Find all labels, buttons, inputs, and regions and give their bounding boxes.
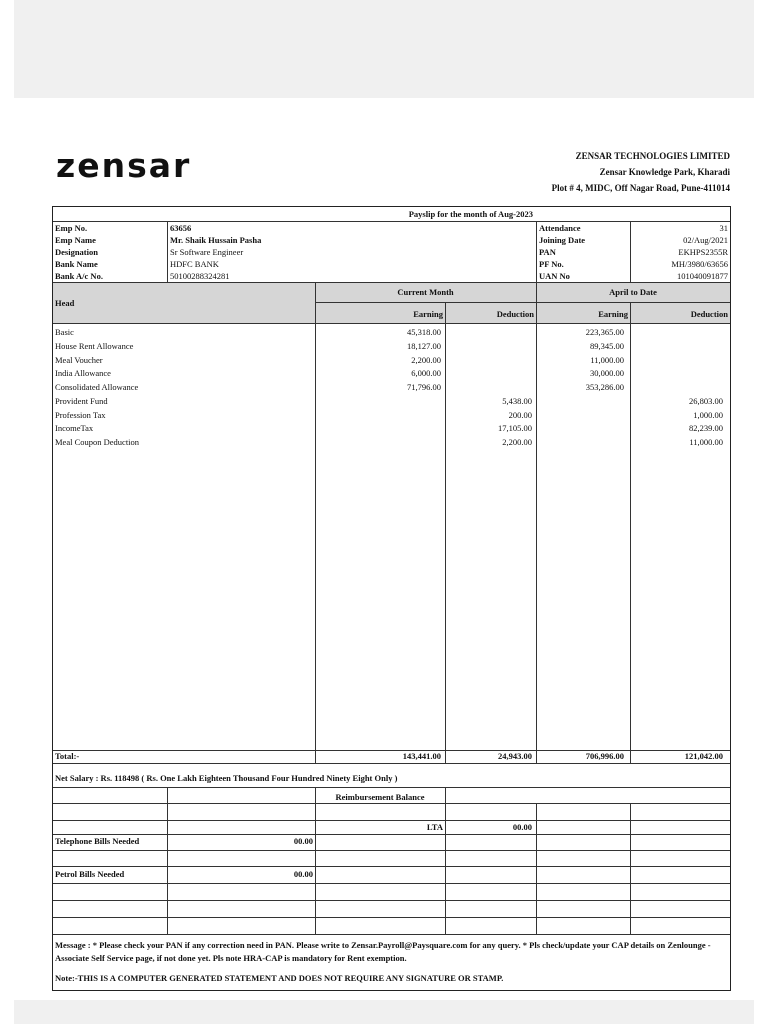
designation-label: Designation bbox=[55, 247, 98, 257]
total-ytd-earning: 706,996.00 bbox=[585, 751, 624, 761]
rule bbox=[53, 850, 730, 851]
zensar-logo: zensar bbox=[56, 146, 192, 185]
row-ytd-deduction bbox=[630, 381, 723, 393]
row-cm-earning: 2,200.00 bbox=[411, 354, 441, 365]
row-head: India Allowance bbox=[55, 368, 111, 379]
petrol-bills-label: Petrol Bills Needed bbox=[55, 869, 125, 879]
row-cm-deduction bbox=[445, 340, 532, 352]
rule bbox=[53, 763, 730, 764]
attendance-label: Attendance bbox=[539, 223, 581, 233]
pan-label: PAN bbox=[539, 247, 556, 257]
row-cm-deduction bbox=[445, 354, 532, 366]
head-column-header: Head bbox=[55, 298, 75, 308]
row-cm-deduction: 200.00 bbox=[508, 409, 532, 420]
row-ytd-earning bbox=[536, 422, 624, 434]
row-cm-earning: 45,318.00 bbox=[407, 327, 441, 337]
row-ytd-deduction: 1,000.00 bbox=[693, 409, 723, 420]
rule bbox=[53, 282, 730, 283]
row-head: Profession Tax bbox=[55, 409, 106, 420]
reimbursement-balance-title: Reimbursement Balance bbox=[335, 792, 425, 802]
company-address-line2: Plot # 4, MIDC, Off Nagar Road, Pune-411014 bbox=[551, 183, 730, 193]
lta-label: LTA bbox=[426, 822, 443, 832]
company-address-block bbox=[552, 148, 730, 196]
row-head: Consolidated Allowance bbox=[55, 382, 139, 392]
row-ytd-deduction bbox=[630, 354, 723, 366]
row-cm-deduction bbox=[445, 381, 532, 393]
uan-value: 101040091877 bbox=[677, 271, 728, 281]
rule bbox=[315, 787, 316, 934]
row-cm-deduction: 5,438.00 bbox=[502, 395, 532, 406]
top-gray-band bbox=[14, 0, 754, 98]
payslip-month-title: Payslip for the month of Aug-2023 bbox=[408, 209, 533, 219]
joining-date-value: 02/Aug/2021 bbox=[683, 235, 728, 245]
row-head: House Rent Allowance bbox=[55, 340, 134, 351]
row-ytd-deduction: 11,000.00 bbox=[689, 437, 723, 447]
rule bbox=[167, 221, 168, 282]
row-cm-earning: 6,000.00 bbox=[411, 368, 441, 379]
row-cm-earning bbox=[315, 436, 441, 448]
row-cm-earning: 71,796.00 bbox=[407, 382, 441, 392]
current-month-header: Current Month bbox=[397, 287, 454, 297]
bottom-gray-band bbox=[14, 1000, 754, 1024]
uan-label: UAN No bbox=[539, 271, 570, 281]
computer-generated-note: Note:-THIS IS A COMPUTER GENERATED STATEMENT AND DOES NOT REQUIRE ANY SIGNATURE OR STAMP. bbox=[55, 973, 504, 983]
row-cm-deduction: 2,200.00 bbox=[502, 437, 532, 447]
rule bbox=[536, 803, 537, 934]
row-cm-earning bbox=[315, 409, 441, 421]
total-ytd-deduction: 121,042.00 bbox=[684, 751, 723, 761]
rule bbox=[53, 834, 730, 835]
rule bbox=[630, 803, 631, 934]
row-cm-deduction bbox=[445, 326, 532, 338]
rule bbox=[167, 787, 168, 934]
row-head: IncomeTax bbox=[55, 423, 94, 434]
row-ytd-earning: 223,365.00 bbox=[585, 327, 624, 337]
row-head: Basic bbox=[55, 327, 74, 337]
telephone-bills-value: 00.00 bbox=[293, 836, 313, 846]
company-name: ZENSAR TECHNOLOGIES LIMITED bbox=[575, 151, 730, 161]
lta-value: 00.00 bbox=[512, 822, 532, 832]
row-head: Meal Coupon Deduction bbox=[55, 437, 140, 447]
row-ytd-deduction bbox=[630, 340, 723, 352]
row-ytd-earning bbox=[536, 409, 624, 421]
row-ytd-earning: 89,345.00 bbox=[590, 340, 624, 351]
emp-no-value: 63656 bbox=[170, 223, 192, 233]
rule bbox=[53, 866, 730, 867]
rule bbox=[315, 302, 730, 303]
bank-name-value: HDFC BANK bbox=[170, 259, 219, 269]
row-ytd-deduction: 26,803.00 bbox=[689, 395, 723, 406]
petrol-bills-value: 00.00 bbox=[293, 869, 313, 879]
ytd-deduction-header: Deduction bbox=[690, 309, 728, 319]
row-ytd-earning: 353,286.00 bbox=[585, 382, 624, 392]
row-ytd-earning: 11,000.00 bbox=[590, 354, 624, 365]
april-to-date-header: April to Date bbox=[609, 287, 657, 297]
joining-date-label: Joining Date bbox=[539, 235, 586, 245]
rule bbox=[53, 917, 730, 918]
total-cm-earning: 143,441.00 bbox=[402, 751, 441, 761]
emp-name-value: Mr. Shaik Hussain Pasha bbox=[170, 235, 262, 245]
row-head: Meal Voucher bbox=[55, 354, 103, 365]
total-cm-deduction: 24,943.00 bbox=[498, 751, 532, 761]
payslip-table bbox=[52, 206, 731, 991]
cm-deduction-header: Deduction bbox=[496, 309, 534, 319]
ytd-earning-header: Earning bbox=[598, 309, 628, 319]
bank-name-label: Bank Name bbox=[55, 259, 98, 269]
rule bbox=[53, 787, 730, 788]
pf-no-label: PF No. bbox=[539, 259, 564, 269]
company-address-line1: Zensar Knowledge Park, Kharadi bbox=[599, 167, 730, 177]
pf-no-value: MH/3980/63656 bbox=[671, 259, 728, 269]
rule bbox=[53, 221, 730, 222]
row-ytd-deduction bbox=[630, 367, 723, 379]
rule bbox=[536, 221, 537, 282]
rule bbox=[53, 323, 730, 324]
rule bbox=[53, 803, 730, 804]
pan-value: EKHPS2355R bbox=[678, 247, 728, 257]
rule bbox=[53, 900, 730, 901]
attendance-value: 31 bbox=[719, 223, 728, 233]
bank-account-value: 50100288324281 bbox=[170, 271, 230, 281]
row-cm-earning: 18,127.00 bbox=[407, 340, 441, 351]
emp-name-label: Emp Name bbox=[55, 235, 96, 245]
rule bbox=[53, 934, 730, 935]
row-cm-earning bbox=[315, 422, 441, 434]
total-label: Total:- bbox=[55, 751, 80, 761]
net-salary: Net Salary : Rs. 118498 ( Rs. One Lakh Eighteen Thousand Four Hundred Ninety Eight Only ) bbox=[55, 773, 398, 783]
row-ytd-earning bbox=[536, 395, 624, 407]
row-cm-earning bbox=[315, 395, 441, 407]
bank-account-label: Bank A/c No. bbox=[55, 271, 103, 281]
row-head: Provident Fund bbox=[55, 395, 108, 406]
message-text: Message : * Please check your PAN if any correction need in PAN. Please write to Zensar.Payroll@Paysquare.com for any query. * Pls check/update your CAP details on Zenlounge - Associate Self Service page, if not done yet. Pls note HRA-CAP is mandatory for Rent exemption. bbox=[55, 940, 711, 963]
cm-earning-header: Earning bbox=[413, 309, 443, 319]
rule bbox=[53, 883, 730, 884]
telephone-bills-label: Telephone Bills Needed bbox=[55, 836, 140, 846]
row-ytd-deduction: 82,239.00 bbox=[689, 423, 723, 434]
row-cm-deduction: 17,105.00 bbox=[498, 423, 532, 434]
emp-no-label: Emp No. bbox=[55, 223, 88, 233]
row-cm-deduction bbox=[445, 367, 532, 379]
row-ytd-deduction bbox=[630, 326, 723, 338]
rule bbox=[445, 787, 446, 934]
row-ytd-earning: 30,000.00 bbox=[590, 368, 624, 379]
row-ytd-earning bbox=[536, 436, 624, 448]
designation-value: Sr Software Engineer bbox=[170, 247, 244, 257]
